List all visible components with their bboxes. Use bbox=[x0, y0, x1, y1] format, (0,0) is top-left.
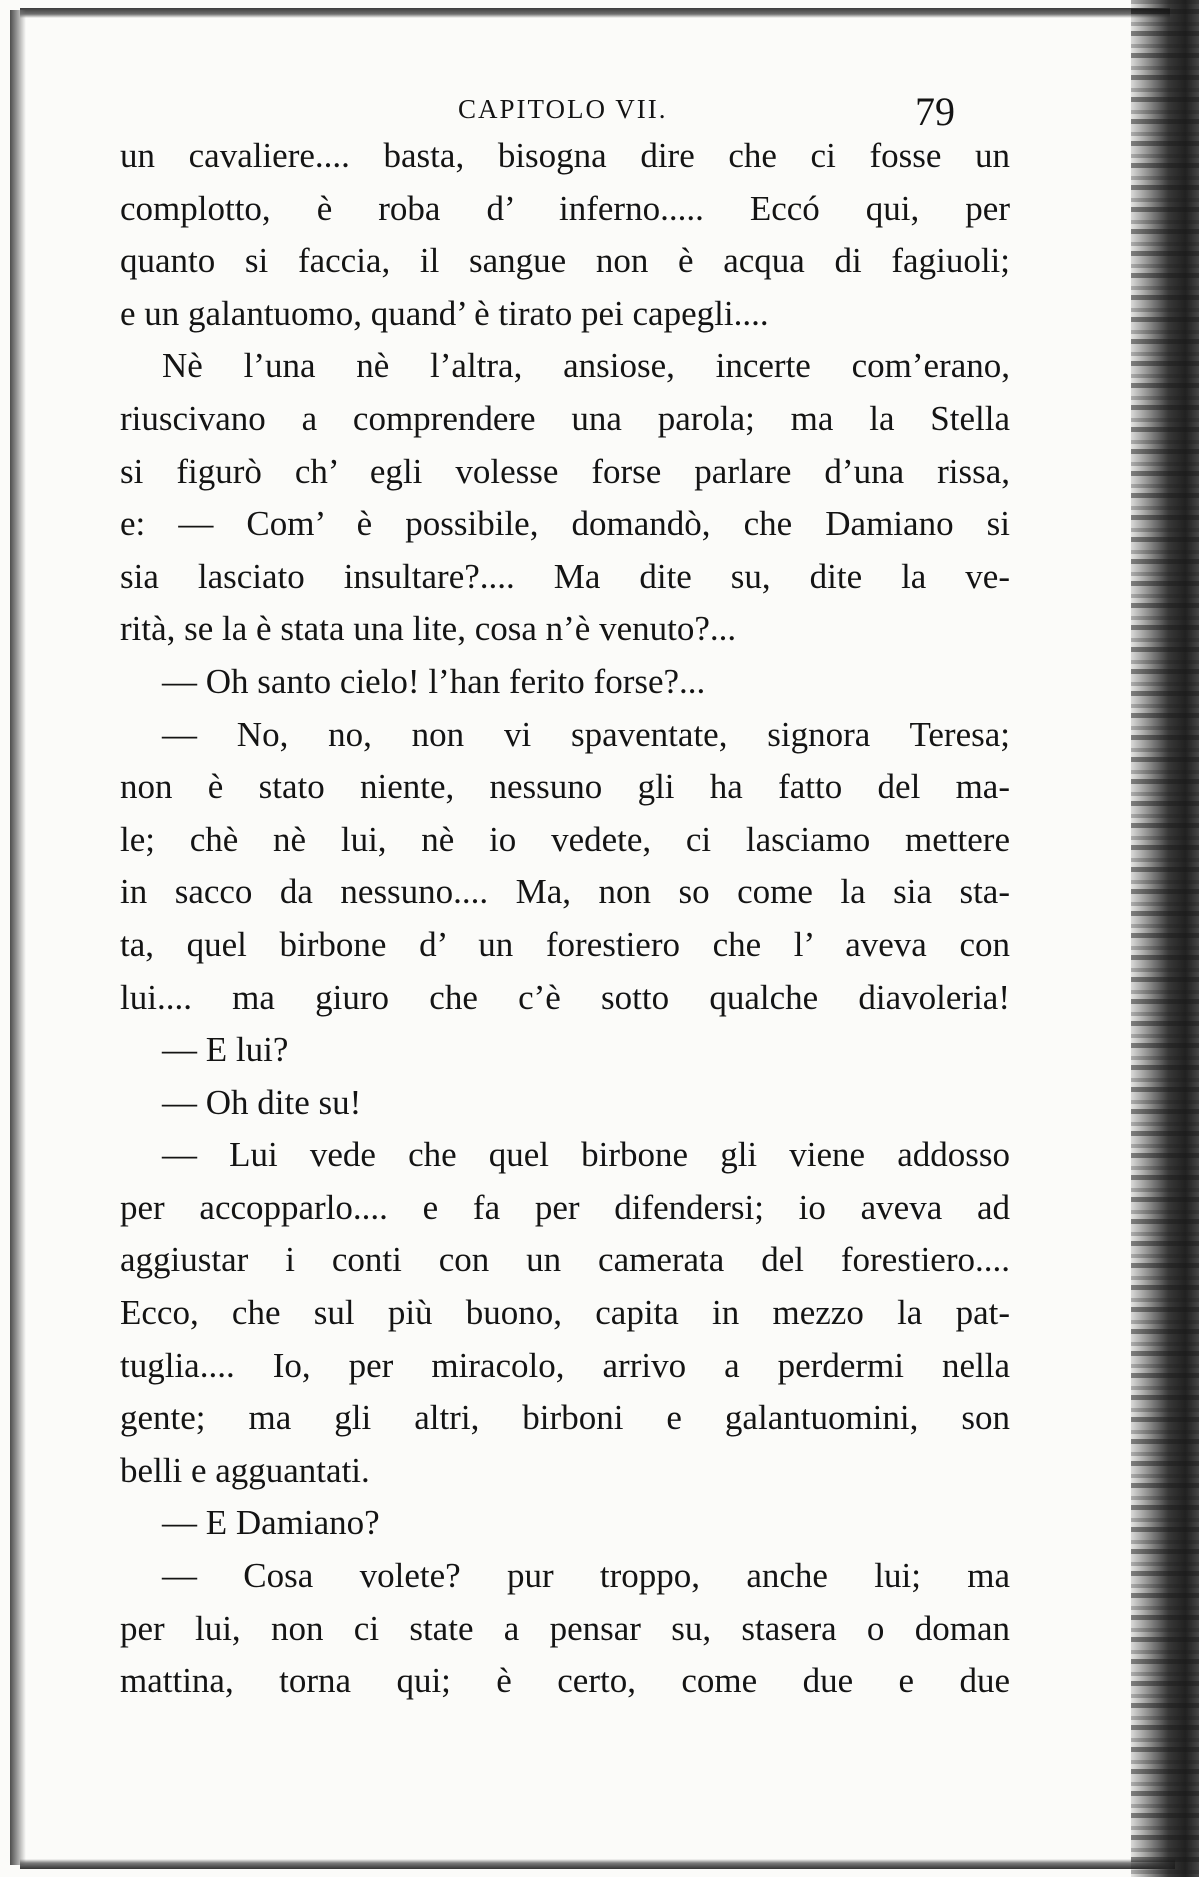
page-edge-bottom-shadow bbox=[20, 1859, 1175, 1869]
text-line: per accopparlo.... e fa per difendersi; io aveva ad bbox=[120, 1187, 1010, 1227]
text-line: — E lui? bbox=[162, 1030, 289, 1070]
body-text bbox=[120, 130, 1010, 1708]
text-line: Nè l’una nè l’altra, ansiose, incerte com’erano, bbox=[162, 346, 1010, 386]
text-line: — Lui vede che quel birbone gli viene addosso bbox=[162, 1135, 1010, 1175]
page-edge-top-shadow bbox=[20, 8, 1170, 18]
text-line: e un galantuomo, quand’ è tirato pei capegli.... bbox=[120, 293, 769, 333]
text-line: e: — Com’ è possibile, domandò, che Damiano si bbox=[120, 504, 1010, 544]
text-line: ta, quel birbone d’ un forestiero che l’ aveva con bbox=[120, 924, 1010, 964]
page-number: 79 bbox=[915, 89, 955, 134]
text-line: — Cosa volete? pur troppo, anche lui; ma bbox=[162, 1556, 1010, 1596]
text-line: aggiustar i conti con un camerata del forestiero.... bbox=[120, 1240, 1010, 1280]
text-line: — Oh santo cielo! l’han ferito forse?... bbox=[162, 661, 706, 701]
text-line: — Oh dite su! bbox=[162, 1082, 362, 1122]
text-line: quanto si faccia, il sangue non è acqua di fagiuoli; bbox=[120, 241, 1010, 281]
text-line: le; chè nè lui, nè io vedete, ci lasciamo mettere bbox=[120, 819, 1010, 859]
text-line: per lui, non ci state a pensar su, stasera o doman bbox=[120, 1608, 1010, 1648]
text-line: lui.... ma giuro che c’è sotto qualche diavoleria! bbox=[120, 977, 1010, 1017]
text-line: — No, no, non vi spaventate, signora Teresa; bbox=[162, 714, 1010, 754]
text-line: belli e agguantati. bbox=[120, 1450, 370, 1490]
text-line: rità, se la è stata una lite, cosa n’è venuto?... bbox=[120, 609, 737, 649]
book-binding-edge bbox=[1131, 0, 1199, 1877]
text-line: sia lasciato insultare?.... Ma dite su, dite la ve- bbox=[120, 556, 1010, 596]
page-edge-left-shadow bbox=[10, 10, 26, 1865]
text-line: tuglia.... Io, per miracolo, arrivo a perdermi nella bbox=[120, 1345, 1010, 1385]
text-line: riuscivano a comprendere una parola; ma la Stella bbox=[120, 398, 1010, 438]
text-line: mattina, torna qui; è certo, come due e due bbox=[120, 1661, 1010, 1701]
running-head: CAPITOLO VII. bbox=[458, 94, 668, 124]
text-line: non è stato niente, nessuno gli ha fatto del ma- bbox=[120, 767, 1010, 807]
text-line: un cavaliere.... basta, bisogna dire che ci fosse un bbox=[120, 136, 1010, 175]
text-line: complotto, è roba d’ inferno..... Eccó qui, per bbox=[120, 188, 1010, 228]
text-line: gente; ma gli altri, birboni e galantuomini, son bbox=[120, 1398, 1010, 1438]
text-line: — E Damiano? bbox=[162, 1503, 380, 1543]
text-line: si figurò ch’ egli volesse forse parlare d’una rissa, bbox=[120, 451, 1010, 491]
text-line: Ecco, che sul più buono, capita in mezzo la pat- bbox=[120, 1293, 1010, 1333]
text-line: in sacco da nessuno.... Ma, non so come la sia sta- bbox=[120, 872, 1010, 912]
